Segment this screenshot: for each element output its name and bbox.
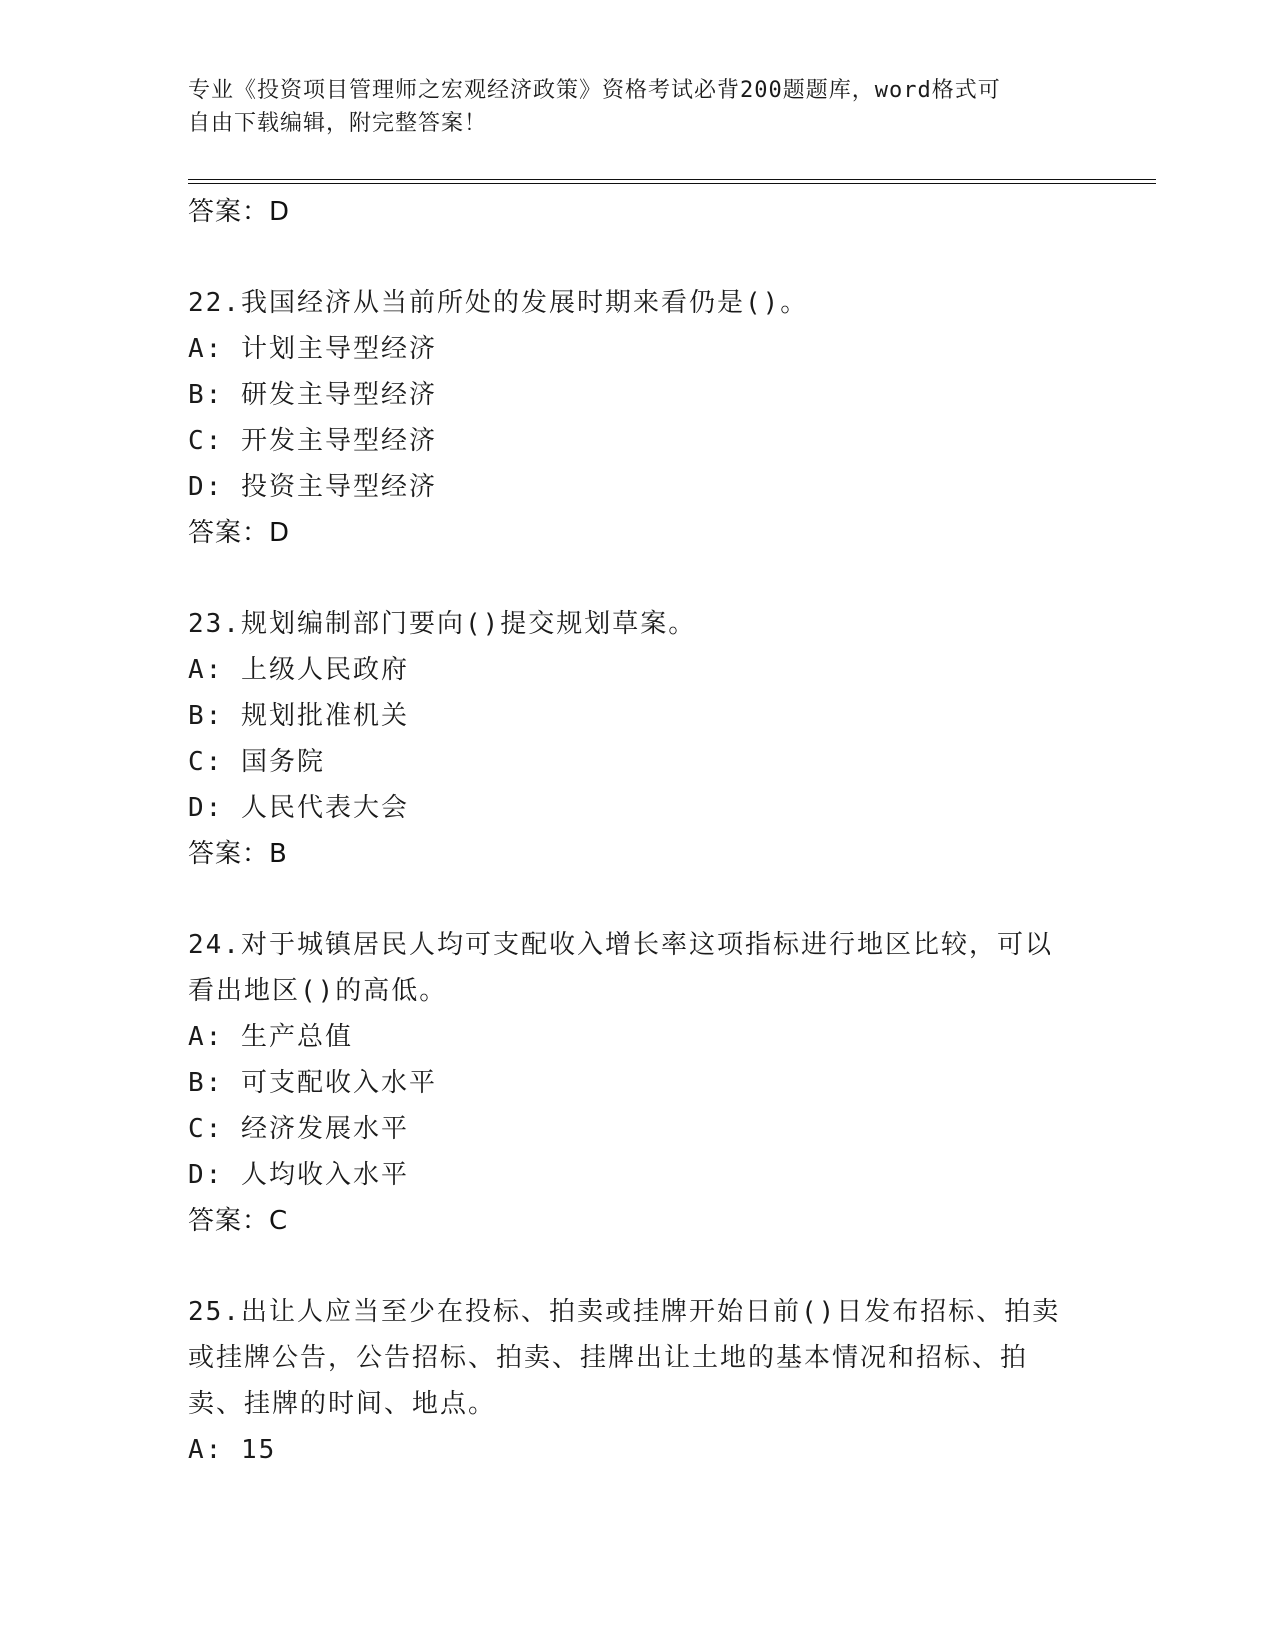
previous-answer: 答案：D bbox=[188, 197, 291, 227]
header-line-1: 专业《投资项目管理师之宏观经济政策》资格考试必背200题题库，word格式可 bbox=[188, 78, 1001, 103]
question-23 bbox=[188, 601, 1088, 877]
question-stem-line-3: 卖、挂牌的时间、地点。 bbox=[188, 1389, 497, 1419]
option-a: A: 生产总值 bbox=[188, 1022, 353, 1052]
option-c: C: 经济发展水平 bbox=[188, 1114, 409, 1144]
question-stem-line-2: 看出地区()的高低。 bbox=[188, 976, 448, 1006]
option-d: D: 投资主导型经济 bbox=[188, 472, 437, 502]
question-24 bbox=[188, 922, 1088, 1244]
option-a: A: 上级人民政府 bbox=[188, 655, 409, 685]
header-rule-bottom bbox=[188, 183, 1156, 184]
option-c: C: 开发主导型经济 bbox=[188, 426, 437, 456]
question-stem: 22.我国经济从当前所处的发展时期来看仍是()。 bbox=[188, 288, 809, 318]
option-c: C: 国务院 bbox=[188, 747, 325, 777]
question-list bbox=[188, 189, 1088, 1473]
answer-line: 答案：B bbox=[188, 839, 288, 869]
spacer bbox=[188, 877, 1088, 922]
option-b: B: 可支配收入水平 bbox=[188, 1068, 437, 1098]
option-a: A: 计划主导型经济 bbox=[188, 334, 437, 364]
option-d: D: 人均收入水平 bbox=[188, 1160, 409, 1190]
option-b: B: 规划批准机关 bbox=[188, 701, 409, 731]
option-d: D: 人民代表大会 bbox=[188, 793, 409, 823]
spacer bbox=[188, 235, 1088, 280]
header-rule-top bbox=[188, 179, 1156, 180]
answer-line: 答案：C bbox=[188, 1206, 289, 1236]
option-a: A: 15 bbox=[188, 1435, 277, 1465]
option-b: B: 研发主导型经济 bbox=[188, 380, 437, 410]
spacer bbox=[188, 556, 1088, 601]
question-22 bbox=[188, 280, 1088, 556]
document-header bbox=[188, 74, 1088, 140]
question-25 bbox=[188, 1289, 1088, 1473]
question-stem-line-1: 24.对于城镇居民人均可支配收入增长率这项指标进行地区比较，可以 bbox=[188, 930, 1053, 960]
question-stem-line-1: 25.出让人应当至少在投标、拍卖或挂牌开始日前()日发布招标、拍卖 bbox=[188, 1297, 1061, 1327]
question-stem-line-2: 或挂牌公告，公告招标、拍卖、挂牌出让土地的基本情况和招标、拍 bbox=[188, 1343, 1029, 1373]
header-line-2: 自由下载编辑，附完整答案！ bbox=[188, 111, 488, 136]
question-stem: 23.规划编制部门要向()提交规划草案。 bbox=[188, 609, 697, 639]
spacer bbox=[188, 1244, 1088, 1289]
answer-line: 答案：D bbox=[188, 518, 291, 548]
